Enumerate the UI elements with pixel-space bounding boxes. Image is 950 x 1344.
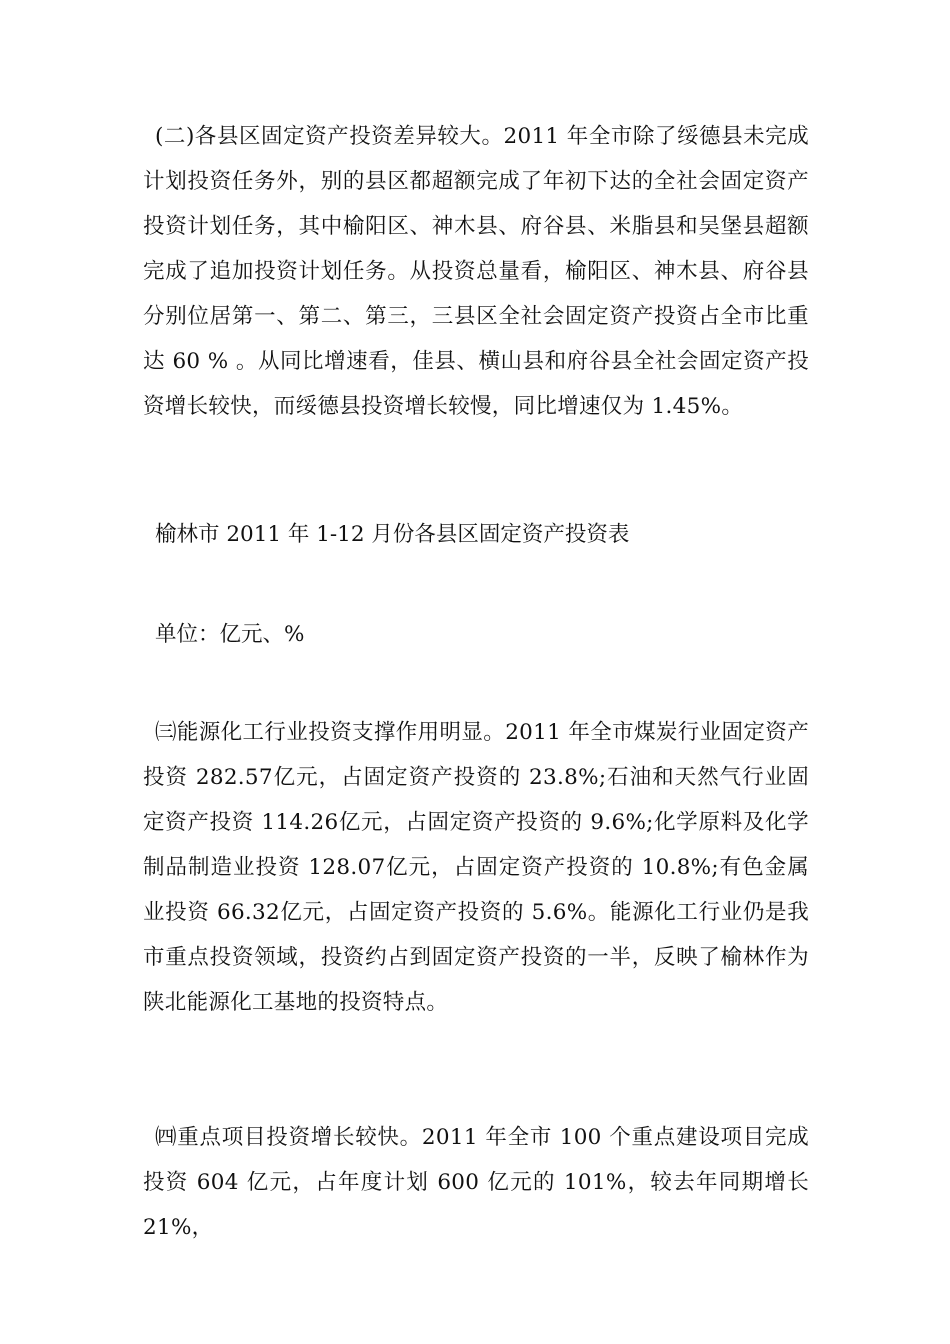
table-caption: 榆林市 2011 年 1-12 月份各县区固定资产投资表: [155, 522, 630, 547]
paragraph-section-2: (二)各县区固定资产投资差异较大。2011 年全市除了绥德县未完成计划投资任务外，别的县区都超额完成了年初下达的全社会固定资产投资计划任务，其中榆阳区、神木县、府谷县、米脂县和吴堡县超额完成了追加投资计划任务。从投资总量看，榆阳区、神木县、府谷县分别位居第一、第二、第三，三县区全社会固定资产投资占全市比重达 60 % 。从同比增速看，佳县、横山县和府谷县全社会固定资产投资增长较快，而绥德县投资增长较慢，同比增速仅为 1.45%。: [143, 124, 809, 419]
paragraph-section-4: ㈣重点项目投资增长较快。2011 年全市 100 个重点建设项目完成投资 604 亿元，占年度计划 600 亿元的 101%，较去年同期增长 21%，: [143, 1125, 809, 1240]
table-unit-label: 单位：亿元、%: [155, 622, 305, 647]
paragraph-section-3: ㈢能源化工行业投资支撑作用明显。2011 年全市煤炭行业固定资产投资 282.57亿元，占固定资产投资的 23.8%;石油和天然气行业固定资产投资 114.26亿元，占固定资产投资的 9.6%;化学原料及化学制品制造业投资 128.07亿元，占固定资产投资的 10.8%;有色金属业投资 66.32亿元，占固定资产投资的 5.6%。能源化工行业仍是我市重点投资领域，投资约占到固定资产投资的一半，反映了榆林作为陕北能源化工基地的投资特点。: [143, 720, 809, 1015]
